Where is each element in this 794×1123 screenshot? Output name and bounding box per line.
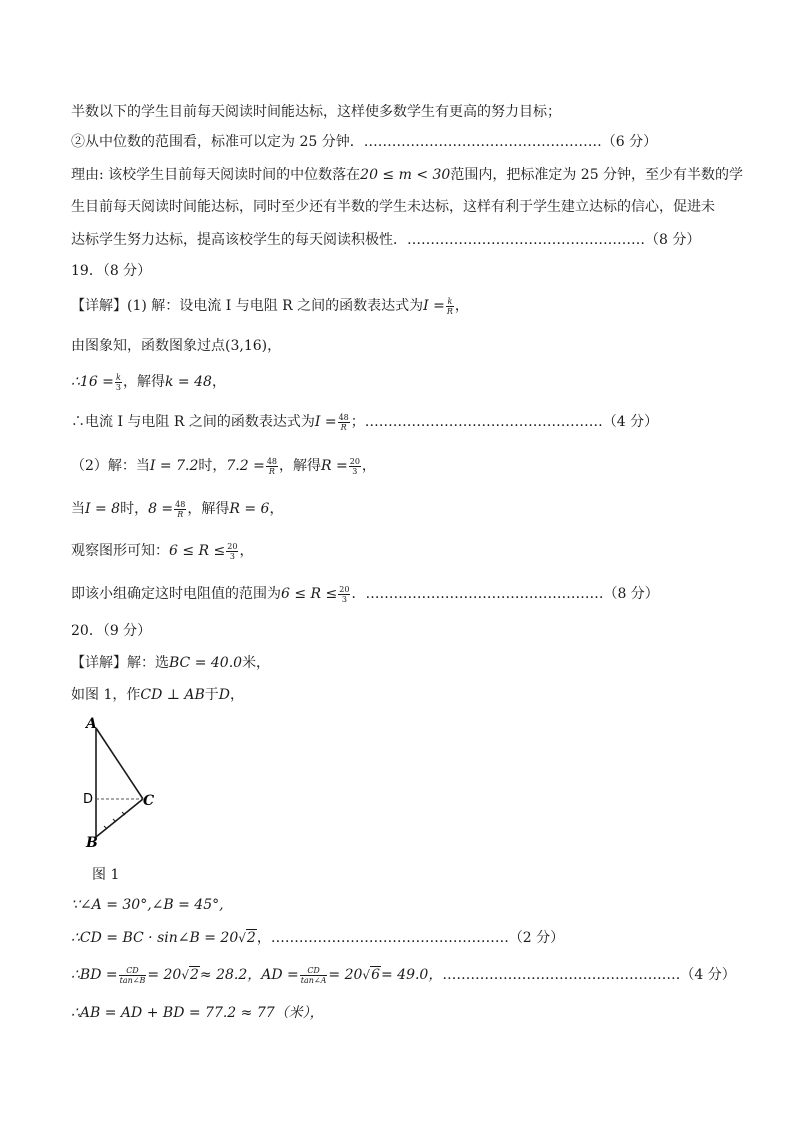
label-a: A: [86, 716, 97, 732]
text-line: 达标学生努力达标，提高该校学生的每天阅读积极性．……………………………………………（8 分）: [71, 232, 701, 248]
figure-caption: 图 1: [92, 867, 120, 883]
text-line: ∴BD = $\frac{CD}{\tan\angle B}$ = 20√2≈ 28.2，AD = $\frac{CD}{\tan\angle A}$ = 20√6= 49.0，……………………………………………（4 分）: [71, 965, 736, 985]
text-line: 半数以下的学生目前每天阅读时间能达标，这样使多数学生有更高的努力目标；: [71, 104, 561, 120]
fraction: $\frac{48}{R}$: [338, 412, 349, 432]
text-line: （2）解：当I = 7.2时，7.2 = $\frac{48}{R}$ ，解得R = $\frac{20}{3}$ ，: [71, 456, 376, 476]
text-line: 由图象知，函数图象过点(3,16)，: [71, 338, 282, 354]
side-ac: [96, 728, 143, 799]
fraction: $\frac{20}{3}$: [339, 584, 350, 604]
text-line: 【详解】解：选BC = 40.0米，: [71, 655, 271, 671]
fraction: $\frac{CD}{\tan\angle B}$: [119, 965, 146, 985]
fraction: $\frac{k}{R}$: [446, 296, 453, 316]
label-d: D: [83, 792, 94, 807]
text-line: 当I = 8时，8 = $\frac{48}{R}$ ，解得R = 6，: [71, 499, 284, 519]
text-line: ②从中位数的范围看，标准可以定为 25 分钟．……………………………………………（6 分）: [71, 134, 658, 150]
side-bc: [96, 799, 143, 837]
text-line: 生目前每天阅读时间能达标，同时至少还有半数的学生未达标，这样有利于学生建立达标的信心，促进未: [71, 199, 715, 215]
fraction: $\frac{20}{3}$: [349, 456, 360, 476]
text-line: 理由: 该校学生目前每天阅读时间的中位数落在20 ≤ m < 30范围内，把标准定为 25 分钟，至少有半数的学: [71, 167, 744, 183]
triangle-figure: [80, 713, 170, 853]
text-line: 即该小组确定这时电阻值的范围为6 ≤ R ≤ $\frac{20}{3}$ ．……………………………………………（8 分）: [71, 584, 659, 604]
text-line: 【详解】(1) 解：设电流 I 与电阻 R 之间的函数表达式为I = $\frac{k}{R}$ ，: [71, 296, 469, 316]
text-line: ∴AB = AD + BD = 77.2 ≈ 77（米），: [71, 1005, 324, 1021]
text-line: 如图 1，作CD ⊥ AB于D，: [71, 687, 244, 703]
fraction: $\frac{48}{R}$: [266, 456, 277, 476]
text-line: ∴16 = $\frac{k}{3}$ ，解得k = 48，: [71, 372, 226, 392]
text-line: ∴CD = BC · sin∠B = 20√2，……………………………………………（2 分）: [71, 930, 565, 946]
text-line: ∴电流 I 与电阻 R 之间的函数表达式为I = $\frac{48}{R}$ ；……………………………………………（4 分）: [71, 412, 659, 432]
label-b: B: [86, 835, 98, 851]
question-heading: 19．（8 分）: [71, 263, 152, 279]
fraction: $\frac{k}{3}$: [115, 372, 121, 392]
text-line: ∵∠A = 30°,∠B = 45°,: [71, 897, 224, 913]
question-heading: 20．（9 分）: [71, 623, 152, 639]
label-c: C: [143, 793, 155, 809]
fraction: $\frac{48}{R}$: [175, 499, 186, 519]
fraction: $\frac{CD}{\tan\angle A}$: [300, 965, 327, 985]
fraction: $\frac{20}{3}$: [227, 541, 238, 561]
text-line: 观察图形可知：6 ≤ R ≤ $\frac{20}{3}$ ，: [71, 541, 254, 561]
